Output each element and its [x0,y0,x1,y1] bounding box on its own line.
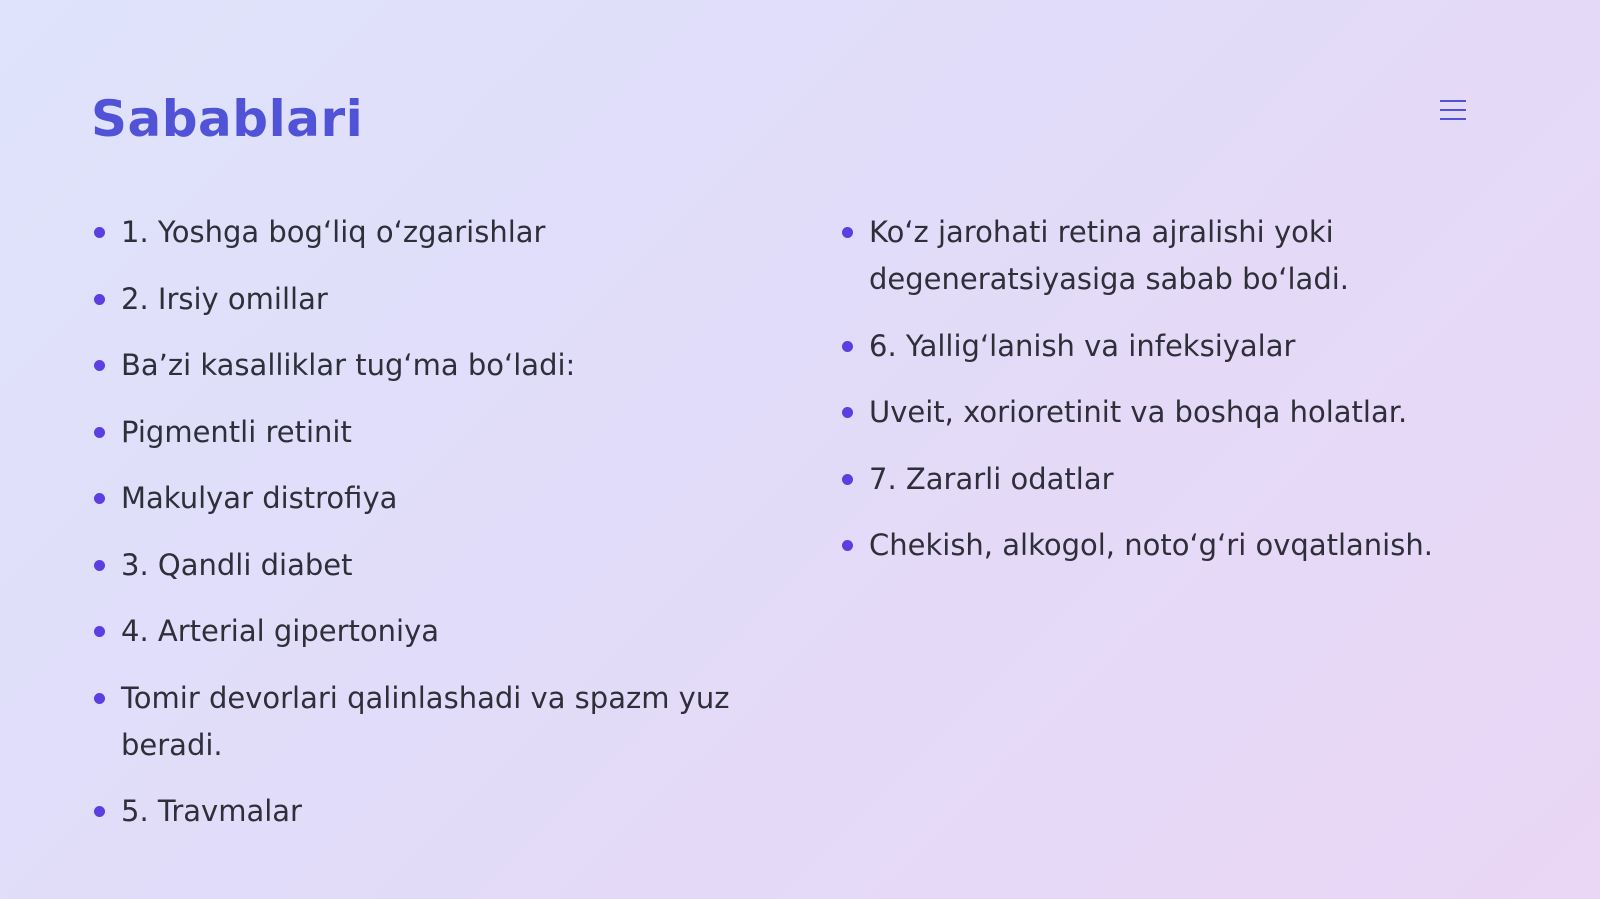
right-bullet-list [840,209,1580,589]
hamburger-menu-icon [1438,96,1468,126]
list-item: Ba’zi kasalliklar tug‘ma bo‘ladi: [92,342,822,389]
list-item: 1. Yoshga bog‘liq o‘zgarishlar [92,209,822,256]
list-item: 3. Qandli diabet [92,542,822,589]
menu-button[interactable] [1438,96,1468,126]
list-item: Chekish, alkogol, noto‘g‘ri ovqatlanish. [840,522,1580,569]
list-item: Makulyar distrofiya [92,475,822,522]
list-item: Uveit, xorioretinit va boshqa holatlar. [840,389,1580,436]
list-item: Tomir devorlari qalinlashadi va spazm yuz beradi. [92,675,822,769]
list-item: Pigmentli retinit [92,409,822,456]
list-item: 7. Zararli odatlar [840,456,1580,503]
list-item: 4. Arterial gipertoniya [92,608,822,655]
list-item: 6. Yallig‘lanish va infeksiyalar [840,323,1580,370]
slide-title: Sabablari [91,90,364,148]
list-item: 5. Travmalar [92,788,822,835]
list-item: 2. Irsiy omillar [92,276,822,323]
list-item: Ko‘z jarohati retina ajralishi yoki degeneratsiyasiga sabab bo‘ladi. [840,209,1580,303]
left-bullet-list [92,209,822,855]
